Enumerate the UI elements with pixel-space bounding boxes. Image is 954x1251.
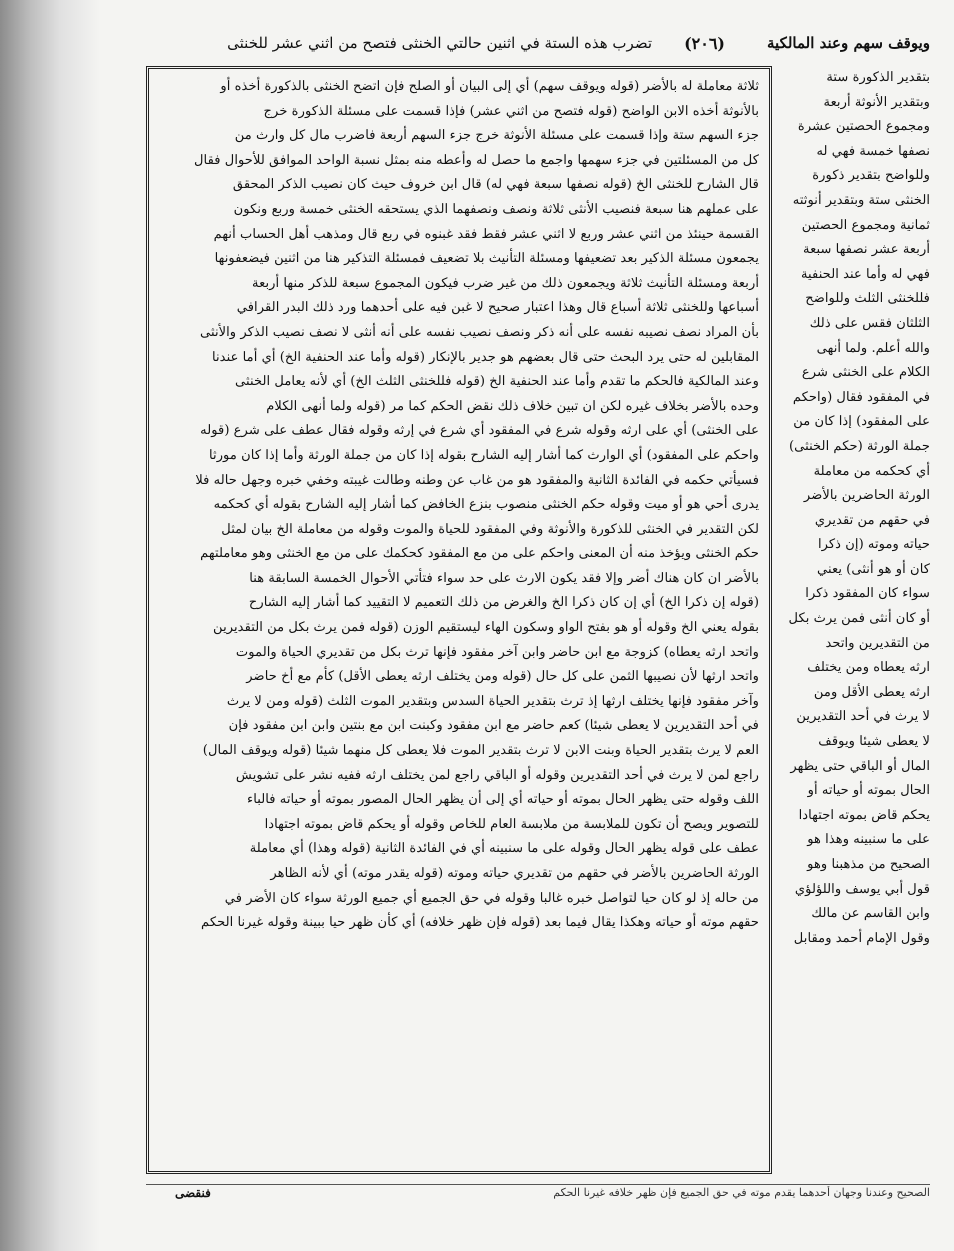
- header-title-left: تضرب هذه الستة في اثنين حالتي الخنثى فتصح من اثني عشر للخنثى: [227, 34, 652, 52]
- commentary-line: ثلاثة معاملة له بالأضر (قوله ويوقف سهم) أي إلى البيان أو الصلح فإن اتضح الخنثى بالذكورة أخذه أو: [220, 79, 759, 94]
- main-text-line: من التقديرين واتحد: [825, 635, 930, 651]
- main-text-line: فللخنثى الثلث وللواضح: [805, 291, 930, 307]
- footer-text: الصحيح وعندنا وجهان أحدهما يقدم موته في حق الجميع فإن ظهر خلافه غيرنا الحكم: [553, 1186, 930, 1199]
- page-number: (٢٠٦): [684, 34, 725, 53]
- commentary-line: واحكم على المفقود) أي الوارث كما أشار إليه الشارح بقوله إذا كان من جملة الورثة وأما إذا كان مورثا: [209, 447, 759, 463]
- footer-rule: [146, 1184, 930, 1185]
- commentary-line: (قوله إن ذكرا الخ) أي إن كان ذكرا الخ والغرض من ذلك التعميم لا التقييد كما أشار إليه الشارح: [248, 595, 759, 611]
- catchword: فنقضى: [175, 1186, 211, 1200]
- main-text-line: أربعة عشر نصفها سبعة: [803, 242, 930, 258]
- commentary-line: واتحد ارثه يعطاه) كزوجة مع ابن حاضر وابن آخر مفقود فإنها ترث بكل من تقديري الحياة والموت: [235, 644, 759, 660]
- commentary-line: المقابلين له حتى يرد البحث حتى قال بعضهم هو جدير بالإنكار (قوله وأما عند الحنفية الخ) أي أما عندنا: [211, 349, 759, 365]
- commentary-line: وحده بالأضر بخلاف غيره لكن ان تبين خلاف ذلك نقض الحكم كما مر (قوله ولما أنهى الكلام: [266, 398, 759, 414]
- commentary-line: القسمة حينئذ من اثني عشر وربع لا اثني عشر فقط فقد غبنوه في ربع قال ومذهب أهل الحساب أنهم: [213, 226, 759, 242]
- main-text-line: لا يعطى شيئا ويوقف: [818, 734, 930, 750]
- commentary-line: كل من المسئلتين في جزء سهمها واجمع ما حصل له وأعطه منه بمثل نسبة الواحد الموافق للأحوال فقال: [193, 152, 759, 168]
- commentary-line: جزء السهم ستة وإذا قسمت على مسئلة الأنوثة خرج جزء السهم أربعة فاضرب مال كل وارث من: [234, 128, 759, 144]
- commentary-line: الورثة الحاضرين بالأضر في حقهم من تقديري حياته وموته (قوله يقدر موته) أي لأنه الظاهر: [270, 866, 759, 881]
- main-text-line: على ما سنبينه وهذا هو: [807, 832, 930, 848]
- commentary-line: العم لا يرث بتقدير الحياة وبنت الابن لا ترث بتقدير الموت فلا يعطى كل منهما شيئا (قوله ويوقف المال): [202, 743, 759, 759]
- commentary-line: في أحد التقديرين لا يعطى شيئا) كعم حاضر مع ابن مفقود وكبنت ابن مع بنتين وابن ابن مفقود فإن: [228, 718, 759, 734]
- commentary-line: على الخنثى) أي على ارثه وقوله شرع في المفقود أي شرع في إرثه وقوله فقال عطف على شرع (قوله: [200, 423, 759, 439]
- commentary-line: بالأنوثة أخذه الابن الواضح (قوله فتصح من اثني عشر) فإذا قسمت على مسئلة الذكورة خرج: [263, 103, 759, 119]
- main-text-line: في المفقود فقال (واحكم: [792, 389, 930, 405]
- commentary-line: وآخر مفقود فإنها يختلف ارثها إذ ترث بتقدير الحياة السدس وبتقدير الموت الثلث (قوله ومن لا يرث: [226, 693, 759, 709]
- main-text-line: المال أو الباقي حتى يظهر: [790, 758, 930, 774]
- main-text-line: قول أبي يوسف واللؤلؤي: [794, 881, 930, 897]
- main-text-line: وللواضح بتقدير ذكورة: [812, 168, 930, 184]
- main-text-column: [780, 66, 930, 1176]
- main-text-line: نصفها خمسة فهي له: [816, 143, 930, 159]
- running-header: [130, 28, 930, 58]
- commentary-line: يجمعون مسئلة الذكير بعد تضعيفها ومسئلة التأنيث بلا تضعيف فمسئلة التذكير هنا من اثنين فيضعفونها: [214, 251, 759, 267]
- main-text-line: حياته وموته (إن ذكرا: [817, 537, 930, 553]
- commentary-line: على عملهم هنا سبعة فنصيب الأنثى ثلاثة ونصف ونصفهما الذي يستحقه الخنثى خمسة وربع ونكون: [233, 201, 759, 217]
- main-text-line: الثلثان فقس على ذلك: [809, 315, 930, 331]
- main-text-line: الكلام على الخنثى شرع: [801, 365, 930, 381]
- commentary-line: للتصوير ويصح أن تكون للملابسة من ملابسة العام للخاص وقوله أو يحكم قاض بموته اجتهادا: [264, 816, 759, 832]
- commentary-line: بالأضر ان كان هناك أضر وإلا فقد يكون الارث على حد سواء فتأتي الأحوال الخمسة السابقة هنا: [249, 570, 759, 586]
- commentary-line: يدرى أحي هو أو ميت وقوله حكم الخنثى منصوب بنزع الخافض كما أشار إليه الشارح بقوله أي كحكمه: [213, 497, 759, 513]
- main-text-line: أي كحكمه من معاملة: [813, 463, 930, 479]
- main-text-line: فهي له وأما عند الحنفية: [800, 266, 930, 282]
- main-text-line: جملة الورثة (حكم الخنثى): [788, 438, 930, 454]
- commentary-line: أسباعها وللخنثى ثلاثة أسباع قال وهذا اعتبار صحيح لا غبن فيه على أحدهما ورد ذلك البدر القرافي: [236, 300, 759, 316]
- commentary-line: بأن المراد نصف نصيبه نفسه على أنه ذكر ونصف نصيب نفسه على أنه أنثى لا نصف نصيب الذكر والأنثى: [199, 324, 759, 340]
- commentary-line: لكن التقدير في الخنثى للذكورة والأنوثة وفي المفقود للحياة والموت وقوله من معاملة الخ بيان لمثل: [221, 521, 759, 537]
- main-text-line: الورثة الحاضرين بالأضر: [803, 488, 930, 504]
- main-text-line: أو كان أنثى فمن يرث بكل: [788, 611, 930, 627]
- main-text-line: ومجموع الحصتين عشرة: [797, 119, 930, 135]
- commentary-line: أربعة ومسئلة التأنيث ثلاثة ويجمعون ذلك من غير ضرب فيكون المجموع سبعة للذكر منها أربعة: [252, 275, 759, 291]
- main-text-line: ارثه يعطى الأقل ومن: [813, 684, 930, 700]
- commentary-line: بقوله يعني الخ وقوله أو هو بفتح الواو وسكون الهاء ليستقيم الوزن (قوله فمن يرث بكل من التقديرين: [213, 620, 759, 636]
- main-text-line: ثمانية ومجموع الحصتين: [801, 217, 930, 233]
- main-text-line: وقول الإمام أحمد ومقابل: [793, 930, 930, 946]
- main-text-line: كان أو هو أنثى) يعني: [816, 561, 930, 577]
- main-text-line: الصحيح من مذهبنا وهو: [807, 857, 930, 872]
- commentary-line: راجع لمن لا يرث في أحد التقديرين وقوله أو الباقي راجع لمن يختلف ارثه ففيه نشر على تشويش: [235, 767, 759, 783]
- commentary-box: [146, 66, 772, 1174]
- main-text-line: الخنثى ستة وبتقدير أنوثته: [792, 192, 930, 208]
- commentary-line: واتحد ارثها لأن نصيبها الثمن على كل حال (قوله ومن يختلف ارثه يعطى الأقل) كأم مع أخ حاضر: [246, 669, 759, 685]
- main-text-line: في حقهم من تقديري: [814, 512, 930, 528]
- main-text-line: يحكم قاض بموته اجتهادا: [798, 807, 930, 823]
- commentary-line: اللف وقوله حتى يظهر الحال بموته أو حياته أي إلى أن يظهر الحال المصور بموته أو حياته فالباء: [247, 792, 759, 808]
- main-text-line: والله أعلم. ولما أنهى: [816, 340, 930, 356]
- main-text-line: لا يرث في أحد التقديرين: [796, 709, 930, 725]
- commentary-line: فسيأتي حكمه في الفائدة الثانية والمفقود هو من غاب عن وطنه وطالت غيبته وخفي خبره وجهل حاله فلا: [195, 472, 759, 488]
- main-text-line: الحال بموته أو حياته أو: [807, 783, 930, 799]
- commentary-line: حقهم موته أو حياته وهكذا يقال فيما بعد (قوله فإن ظهر خلافه) أي كأن ظهر حيا ببينة وقوله غيرنا الحكم: [201, 915, 759, 931]
- main-text-line: سواء كان المفقود ذكرا: [805, 586, 930, 602]
- page-binding-shadow: [0, 0, 100, 1251]
- commentary-line: وعند المالكية فالحكم ما تقدم وأما عند الحنفية الخ (قوله فللخنثى الثلث الخ) أي لأنه يعامل الخنثى: [235, 374, 759, 390]
- main-text-line: على المفقود) إذا كان من: [793, 414, 930, 430]
- main-text-line: وابن القاسم عن مالك: [811, 906, 930, 922]
- commentary-line: قال الشارح للخنثى الخ (قوله نصفها سبعة فهي له) قال ابن خروف حيث كان نصيب الذكر المحقق: [232, 177, 759, 193]
- commentary-line: من حاله إذ لو كان حيا لتواصل خبره غالبا وقوله في حق الجميع أي جميع الورثة سواء كان الأضر في: [224, 890, 759, 906]
- main-text-line: ارثه يعطاه ومن يختلف: [807, 660, 930, 676]
- commentary-line: حكم الخنثى ويؤخذ منه أن المعنى واحكم على من مع المفقود كحكمك على من مع الخنثى وهو معاملتهم: [200, 546, 759, 562]
- commentary-line: عطف على قوله يظهر الحال وقوله على ما سنبينه أي في الفائدة الثانية (قوله وهذا) أي معاملة: [249, 841, 759, 857]
- header-title-right: ويوقف سهم وعند المالكية: [767, 34, 930, 52]
- main-text-line: وبتقدير الأنوثة أربعة: [823, 94, 930, 110]
- main-text-line: بتقدير الذكورة ستة: [826, 70, 930, 85]
